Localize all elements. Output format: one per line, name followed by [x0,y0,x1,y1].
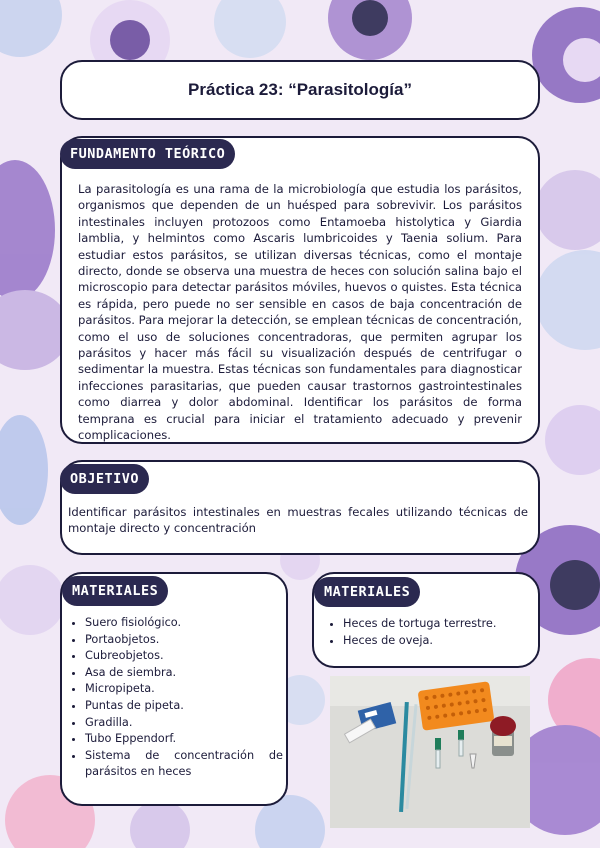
materiales-right-heading: MATERIALES [314,577,420,607]
list-item: • Asa de siembra. [85,665,283,682]
objetivo-body: Identificar parásitos intestinales en muestras fecales utilizando técnicas de montaje directo y concentración [68,505,528,536]
list-item: • Sistema de concentración de parásitos en heces [85,748,283,781]
list-item: • Puntas de pipeta. [85,698,283,715]
list-item: • Tubo Eppendorf. [85,731,283,748]
list-item: • Gradilla. [85,715,283,732]
objetivo-heading: OBJETIVO [60,464,149,494]
lab-materials-photo [330,676,530,828]
list-item: • Heces de oveja. [343,633,543,650]
list-item: • Micropipeta. [85,681,283,698]
materiales-left-list [68,615,283,781]
materiales-right-list [326,616,543,649]
list-item: • Suero fisiológico. [85,615,283,632]
fundamento-body: La parasitología es una rama de la microbiología que estudia los parásitos, organismos que dependen de un huésped para sobrevivir. Los parásitos intestinales incluyen protozoos como Entamoeba histolytica y Giardia lamblia, y helmintos como Ascaris lumbricoides y Taenia solium. Para estudiar estos parásitos, se utilizan diversas técnicas, como el montaje directo, donde se observa una muestra de heces con solución salina bajo el microscopio para detectar parásitos móviles, huevos o quistes. Esta técnica es rápida, pero puede no ser sensible en casos de baja concentración de parásitos. Para mejorar la detección, se emplean técnicas de concentración, como el uso de soluciones concentradoras, que permiten agrupar los parásitos y hacer más fácil su visualización después de centrifugar o sedimentar la muestra. Estas técnicas son fundamentales para diagnosticar infecciones parasitarias, que pueden causar trastornos gastrointestinales como diarrea y dolor abdominal. Identificar los parásitos de forma temprana es crucial para iniciar el tratamiento adecuado y prevenir complicaciones. [78,182,522,443]
page-title: Práctica 23: “Parasitología” [188,80,412,99]
list-item: • Heces de tortuga terrestre. [343,616,543,633]
materiales-left-heading: MATERIALES [62,576,168,606]
list-item: • Cubreobjetos. [85,648,283,665]
list-item: • Portaobjetos. [85,632,283,649]
fundamento-heading: FUNDAMENTO TEÓRICO [60,139,235,169]
title-card [60,60,540,120]
